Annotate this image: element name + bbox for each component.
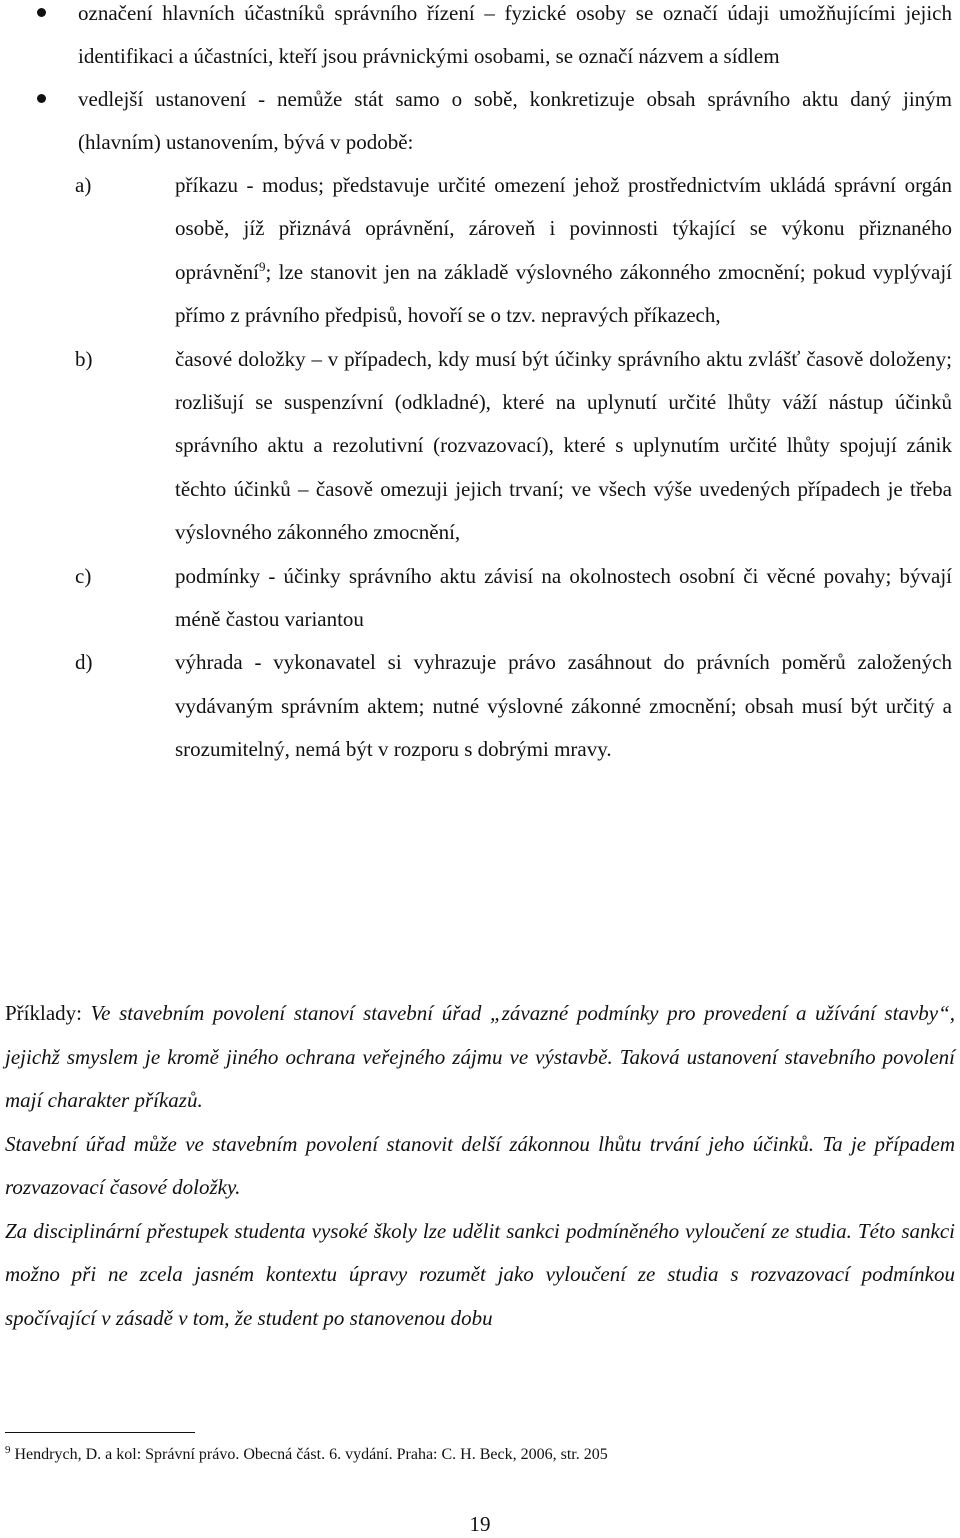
bullet-text: vedlejší ustanovení - nemůže stát samo o sobě, konkretizuje obsah správního aktu daný jiným (hlavním) ustanovením, bývá v podobě: <box>78 87 952 154</box>
examples-paragraph-3: Za disciplinární přestupek studenta vysoké školy lze udělit sankci podmíněného vyloučení ze studia. Této sankci možno při ne zcela jasném kontextu úpravy rozumět jako vyloučení ze studia s rozvazovací podmínkou spočívající v zásadě v tom, že student po stanovenou dobu <box>5 1218 955 1330</box>
subitem-marker: a) <box>75 173 92 197</box>
bullet-dot-icon <box>37 94 46 103</box>
footnote <box>5 1441 905 1469</box>
subitem-marker: c) <box>75 563 92 588</box>
example-text: Ve stavebním povolení stanoví stavební úřad „závazné podmínky pro provedení a užívání stavby“, jejichž smyslem je kromě jiného ochrana veřejného zájmu ve výstavbě. Taková ustanovení stavebního povolení mají charakter příkazů. <box>5 1001 955 1112</box>
bullet-dot-icon <box>37 8 46 17</box>
subitem-text <box>175 173 952 327</box>
footnote-divider <box>5 1432 195 1433</box>
bullet-item-participants <box>0 0 960 78</box>
examples-section <box>5 992 955 1340</box>
bullet-text: označení hlavních účastníků správního řízení – fyzické osoby se označí údaji umožňujícími jejich identifikaci a účastníci, kteří jsou právnickými osobami, se označí názvem a sídlem <box>78 1 952 68</box>
subitem-marker: d) <box>75 650 93 675</box>
examples-paragraph-1 <box>5 992 955 1123</box>
examples-label: Příklady: <box>5 1001 82 1025</box>
subitem-text-part: příkazu - modus; představuje určité omezení jehož prostřednictvím ukládá správní orgán osobě, jíž přiznává oprávnění, zároveň i povinnosti týkající se výkonu přiznaného oprávnění <box>175 173 952 284</box>
subitem-marker: b) <box>75 346 93 371</box>
subitem-text: časové doložky – v případech, kdy musí být účinky správního aktu zvlášť časově doloženy; rozlišují se suspenzívní (odkladné), které na uplynutí určité lhůty váží nástup účinků správního aktu a rezolutivní (rozvazovací), které s uplynutím určité lhůty spojují zánik těchto účinků – časově omezuji jejich trvaní; ve všech výše uvedených případech je třeba výslovného zákonného zmocnění, <box>175 346 952 545</box>
bullet-item-side-provisions <box>0 78 960 164</box>
subitem-text: podmínky - účinky správního aktu závisí na okolnostech osobní či věcné povahy; bývají méně častou variantou <box>175 563 952 632</box>
footnote-text: Hendrych, D. a kol: Správní právo. Obecná část. 6. vydání. Praha: C. H. Beck, 2006, str. 205 <box>14 1446 608 1463</box>
subitem-list <box>0 164 960 772</box>
subitem-c <box>0 555 960 642</box>
subitem-b <box>0 338 960 555</box>
footnote-number: 9 <box>5 1443 11 1456</box>
examples-paragraph-2: Stavební úřad může ve stavebním povolení stanovit delší zákonnou lhůtu trvání jeho účinků. Ta je případem rozvazovací časové doložky. <box>5 1131 955 1199</box>
subitem-a <box>0 164 960 338</box>
subitem-d <box>0 641 960 771</box>
subitem-text-part: ; lze stanovit jen na základě výslovného zákonného zmocnění; pokud vyplývají přímo z právního předpisů, hovoří se o tzv. nepravých příkazech, <box>175 259 952 328</box>
subitem-text: výhrada - vykonavatel si vyhrazuje právo zasáhnout do právních poměrů založených vydávaným správním aktem; nutné výslovné zákonné zmocnění; obsah musí být určitý a srozumitelný, nemá být v rozporu s dobrými mravy. <box>175 650 952 762</box>
page-number: 19 <box>469 1512 491 1536</box>
footnote-reference: 9 <box>258 258 266 274</box>
